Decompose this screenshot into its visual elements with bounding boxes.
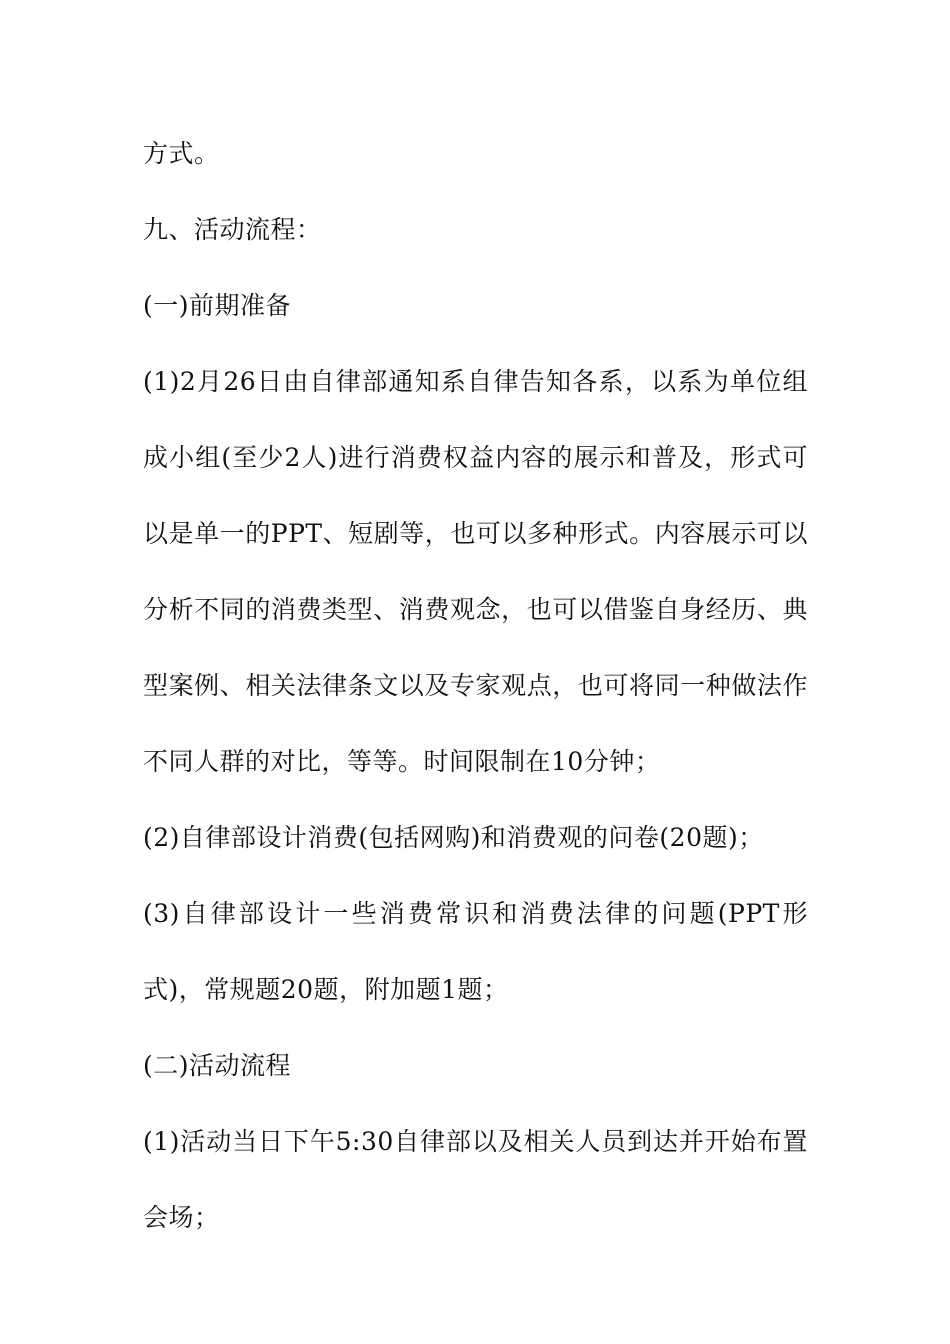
paragraph-prep-item-1: (1)2月26日由自律部通知系自律告知各系，以系为单位组成小组(至少2人)进行消费权益内容的展示和普及，形式可以是单一的PPT、短剧等，也可以多种形式。内容展示可以分析不同的消费类型、消费观念，也可以借鉴自身经历、典型案例、相关法律条文以及专家观点，也可将同一种做法作不同人群的对比，等等。时间限制在10分钟；	[143, 367, 808, 776]
subheading-process: (二)活动流程	[143, 1051, 292, 1080]
document-body	[143, 130, 808, 1270]
paragraph-process-item-1: (1)活动当日下午5:30自律部以及相关人员到达并开始布置会场；	[143, 1127, 808, 1232]
subheading-preparation: (一)前期准备	[143, 291, 292, 320]
paragraph-prep-item-3: (3)自律部设计一些消费常识和消费法律的问题(PPT形式)，常规题20题，附加题1题；	[143, 899, 808, 1004]
paragraph-continuation: 方式。	[143, 139, 220, 168]
paragraph-prep-item-2: (2)自律部设计消费(包括网购)和消费观的问卷(20题)；	[143, 823, 764, 852]
section-heading-activity-process: 九、活动流程：	[143, 215, 322, 244]
